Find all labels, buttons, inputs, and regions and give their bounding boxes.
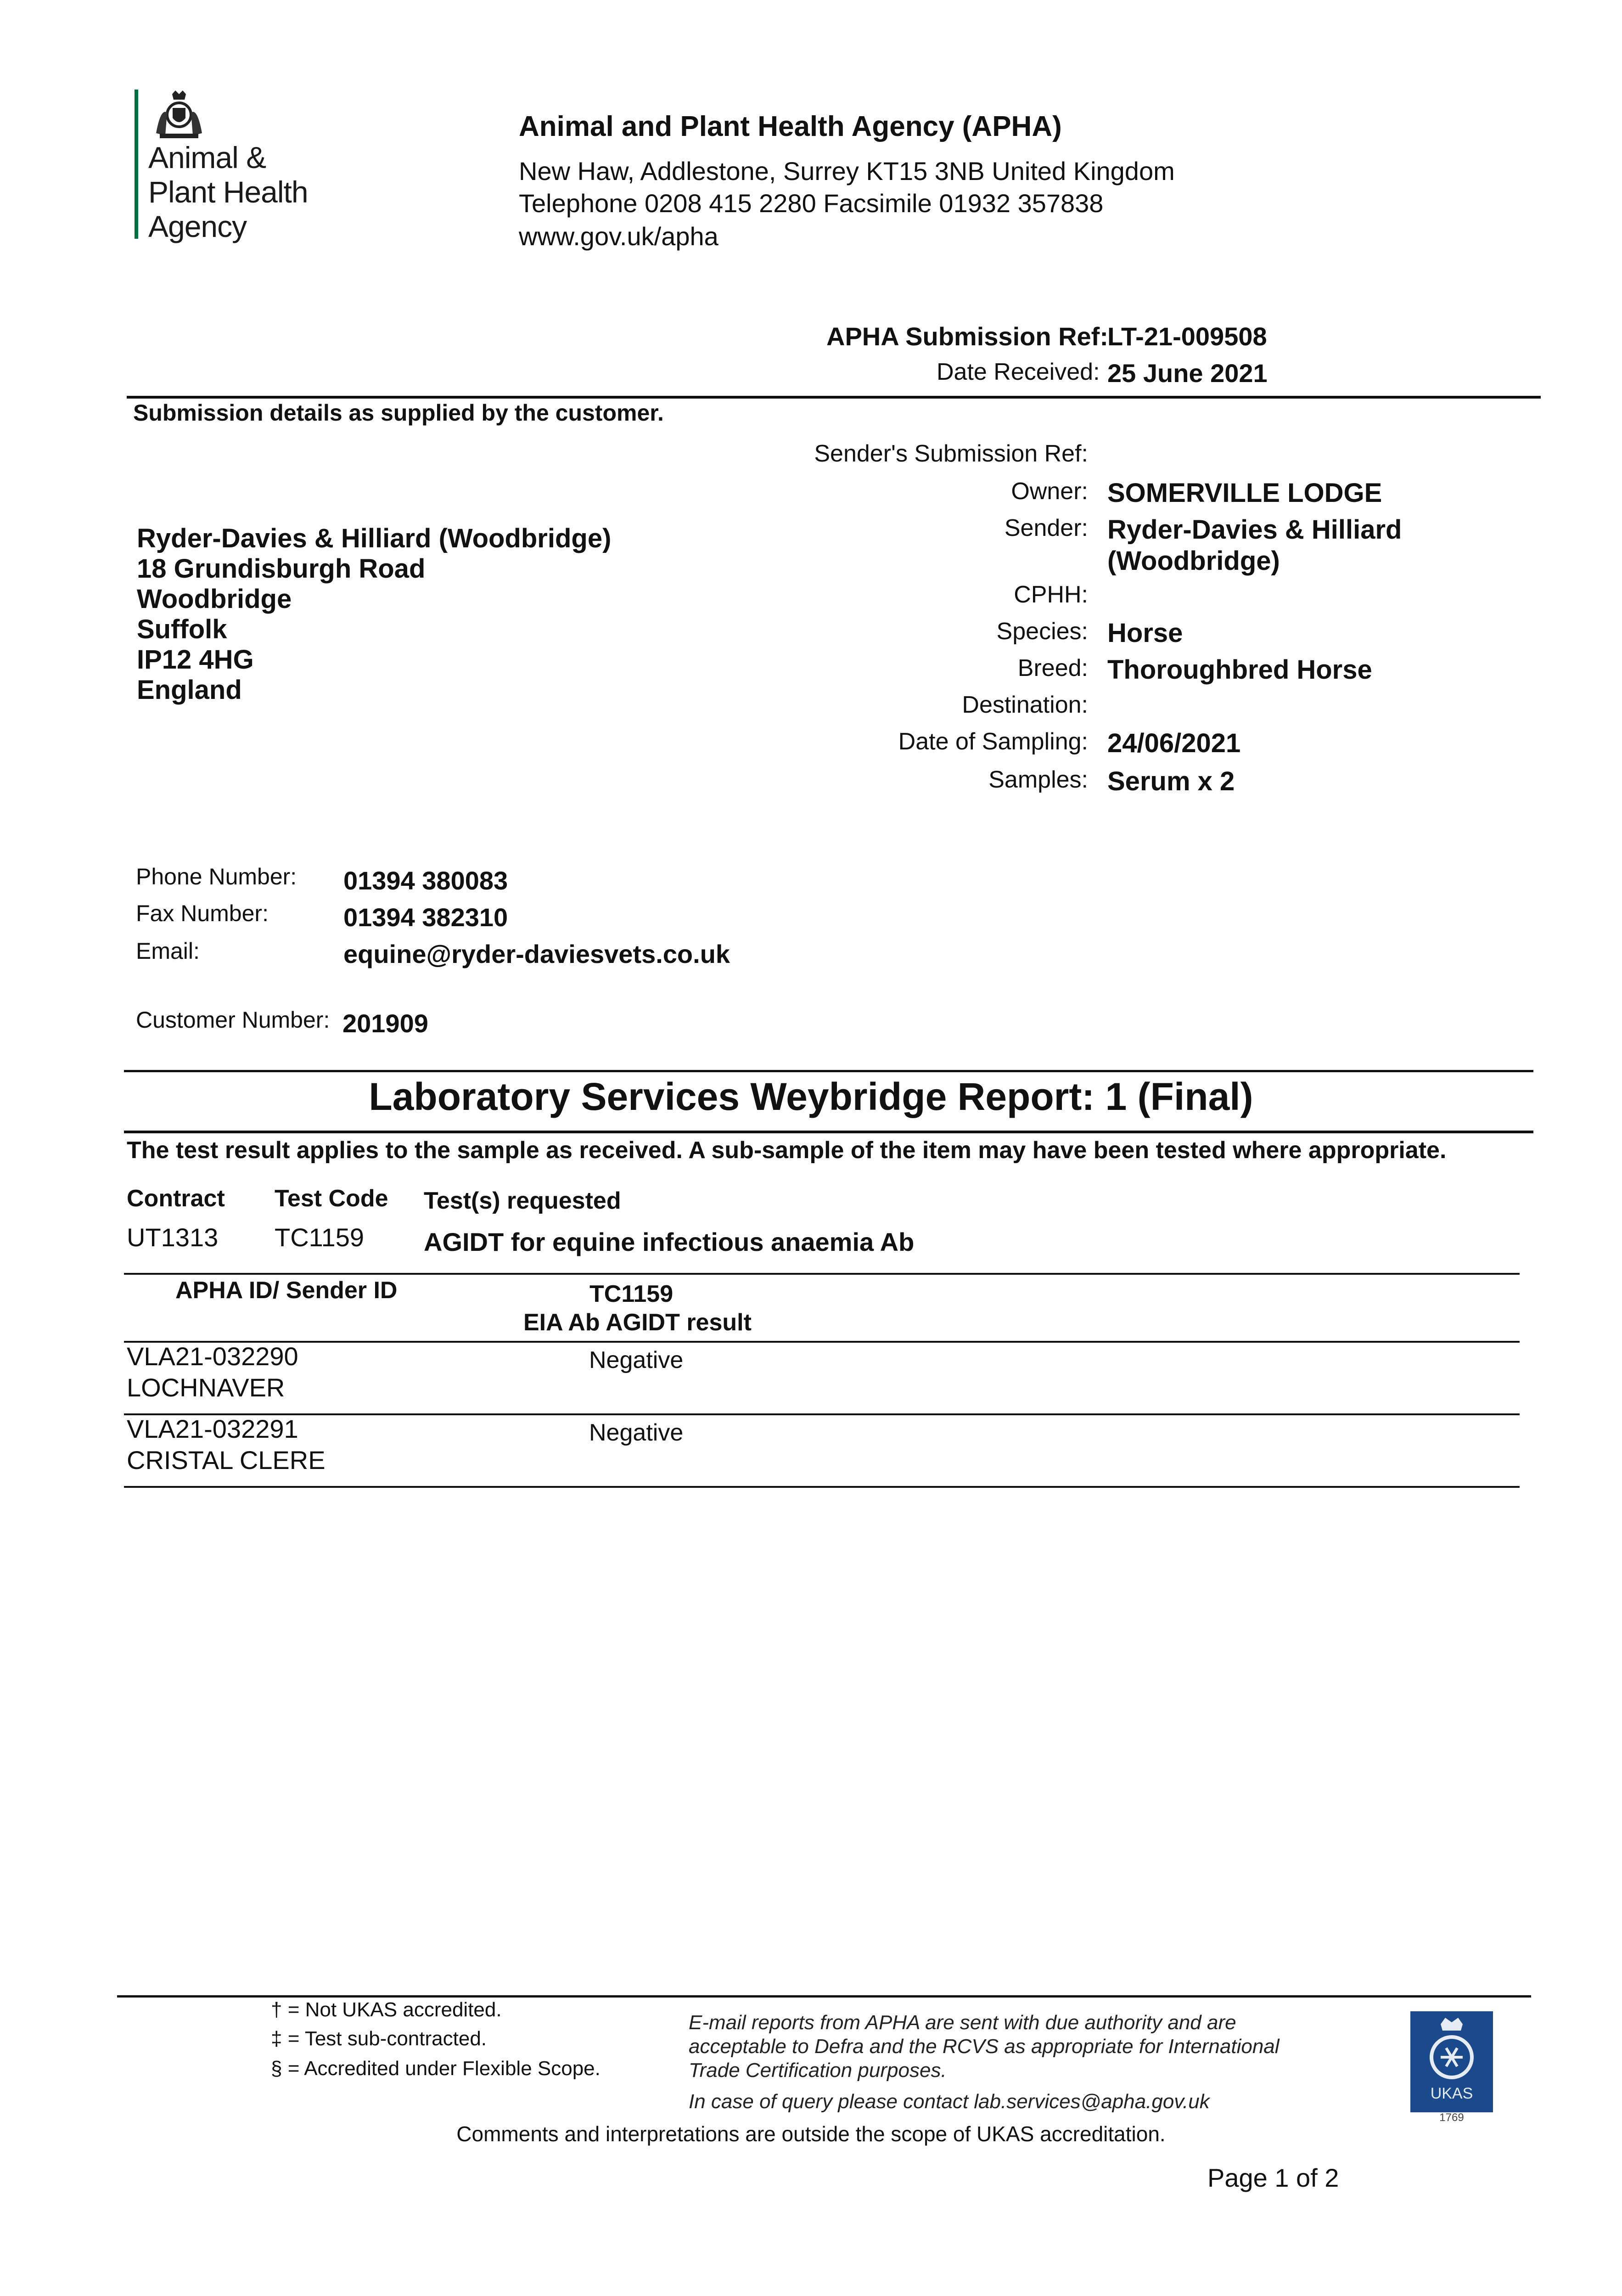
- page-number: Page 1 of 2: [1207, 2163, 1339, 2192]
- test-name: AGIDT for equine infectious anaemia Ab: [424, 1227, 915, 1256]
- footnote-not-ukas: † = Not UKAS accredited.: [271, 1998, 502, 2021]
- agency-phone-fax: Telephone 0208 415 2280 Facsimile 01932 357838: [519, 189, 1104, 218]
- detail-value-date-sampling: 24/06/2021: [1107, 728, 1241, 758]
- detail-value-sender: Ryder-Davies & Hilliard: [1107, 515, 1402, 545]
- footnote-sub-contracted: ‡ = Test sub-contracted.: [271, 2027, 487, 2050]
- ukas-comments-note: Comments and interpretations are outside the scope of UKAS accreditation.: [456, 2122, 1166, 2146]
- detail-label-breed: Breed:: [1017, 655, 1088, 681]
- detail-label-owner: Owner:: [1011, 478, 1088, 505]
- applies-note: The test result applies to the sample as received. A sub-sample of the item may have been tested where appropriate.: [127, 1137, 1447, 1164]
- detail-label-destination: Destination:: [962, 692, 1088, 718]
- logo-accent-bar: [135, 90, 138, 239]
- detail-value-samples: Serum x 2: [1107, 766, 1235, 796]
- customer-note: Submission details as supplied by the customer.: [133, 400, 664, 426]
- tests-header-tests: Test(s) requested: [424, 1187, 621, 1214]
- header-divider: [127, 396, 1541, 399]
- detail-label-cphh: CPHH:: [1014, 581, 1088, 608]
- result-row-1-apha-id: VLA21-032290: [127, 1342, 298, 1371]
- address-line-6: England: [137, 675, 242, 705]
- report-bottom-rule: [124, 1131, 1533, 1133]
- address-line-4: Suffolk: [137, 614, 227, 644]
- detail-value-owner: SOMERVILLE LODGE: [1107, 478, 1382, 508]
- footer-rule: [117, 1995, 1531, 1998]
- ukas-accreditation-icon: [1410, 2011, 1493, 2112]
- agency-address: New Haw, Addlestone, Surrey KT15 3NB United Kingdom: [519, 157, 1175, 186]
- results-header-code: TC1159: [589, 1281, 673, 1307]
- detail-label-species: Species:: [996, 618, 1088, 645]
- customer-number-value: 201909: [342, 1009, 428, 1038]
- agency-name: Animal and Plant Health Agency (APHA): [519, 111, 1062, 142]
- detail-label-samples: Samples:: [988, 766, 1088, 793]
- address-line-2: 18 Grundisburgh Road: [137, 554, 426, 584]
- footnote-flexible-scope: § = Accredited under Flexible Scope.: [271, 2057, 601, 2080]
- email-text-line-2: acceptable to Defra and the RCVS as appropriate for International: [689, 2035, 1280, 2058]
- customer-number-label: Customer Number:: [136, 1007, 330, 1033]
- ukas-number: 1769: [1439, 2111, 1464, 2124]
- detail-label-sender: Sender:: [1004, 515, 1088, 541]
- report-top-rule: [124, 1070, 1533, 1072]
- test-contract: UT1313: [127, 1223, 219, 1252]
- submission-ref-label: APHA Submission Ref:: [826, 322, 1108, 351]
- royal-crest-icon: [147, 90, 211, 140]
- agency-website: www.gov.uk/apha: [519, 222, 718, 251]
- address-line-1: Ryder-Davies & Hilliard (Woodbridge): [137, 523, 612, 553]
- logo-text-line-2: Plant Health: [148, 175, 308, 209]
- fax-value: 01394 382310: [343, 903, 508, 932]
- email-text-line-3: Trade Certification purposes.: [689, 2059, 947, 2082]
- email-label: Email:: [136, 938, 200, 964]
- ukas-label: UKAS: [1430, 2085, 1473, 2102]
- results-header-id: APHA ID/ Sender ID: [175, 1277, 398, 1304]
- result-row-1-rule: [124, 1413, 1520, 1415]
- detail-value-sender-cont: (Woodbridge): [1107, 546, 1280, 576]
- email-text-line-1: E-mail reports from APHA are sent with due authority and are: [689, 2011, 1236, 2034]
- date-received-label: Date Received:: [937, 359, 1100, 385]
- result-row-1-sender-id: LOCHNAVER: [127, 1373, 285, 1402]
- results-header-rule: [124, 1341, 1520, 1343]
- result-row-2-apha-id: VLA21-032291: [127, 1414, 298, 1443]
- tests-header-contract: Contract: [127, 1185, 225, 1212]
- test-code: TC1159: [275, 1223, 365, 1252]
- address-line-3: Woodbridge: [137, 584, 292, 614]
- result-row-1-value: Negative: [589, 1347, 684, 1373]
- query-contact: In case of query please contact lab.services@apha.gov.uk: [689, 2090, 1210, 2113]
- phone-value: 01394 380083: [343, 866, 508, 895]
- email-value: equine@ryder-daviesvets.co.uk: [343, 940, 730, 968]
- report-title: Laboratory Services Weybridge Report: 1 (Final): [369, 1075, 1253, 1118]
- detail-label-date-sampling: Date of Sampling:: [898, 728, 1088, 755]
- date-received-value: 25 June 2021: [1107, 359, 1268, 388]
- address-line-5: IP12 4HG: [137, 645, 254, 675]
- results-header-desc: EIA Ab AGIDT result: [523, 1309, 752, 1336]
- phone-label: Phone Number:: [136, 864, 297, 889]
- submission-ref-value: LT-21-009508: [1107, 322, 1267, 351]
- fax-label: Fax Number:: [136, 900, 269, 926]
- logo-text-line-3: Agency: [148, 209, 247, 243]
- result-row-2-rule: [124, 1486, 1520, 1488]
- detail-value-species: Horse: [1107, 618, 1183, 648]
- result-row-2-sender-id: CRISTAL CLERE: [127, 1446, 326, 1474]
- tests-header-test-code: Test Code: [275, 1185, 388, 1212]
- detail-label-senders-ref: Sender's Submission Ref:: [814, 440, 1088, 467]
- detail-value-breed: Thoroughbred Horse: [1107, 655, 1372, 685]
- result-row-2-value: Negative: [589, 1419, 684, 1446]
- results-top-rule: [124, 1273, 1520, 1275]
- logo-text-line-1: Animal &: [148, 141, 266, 174]
